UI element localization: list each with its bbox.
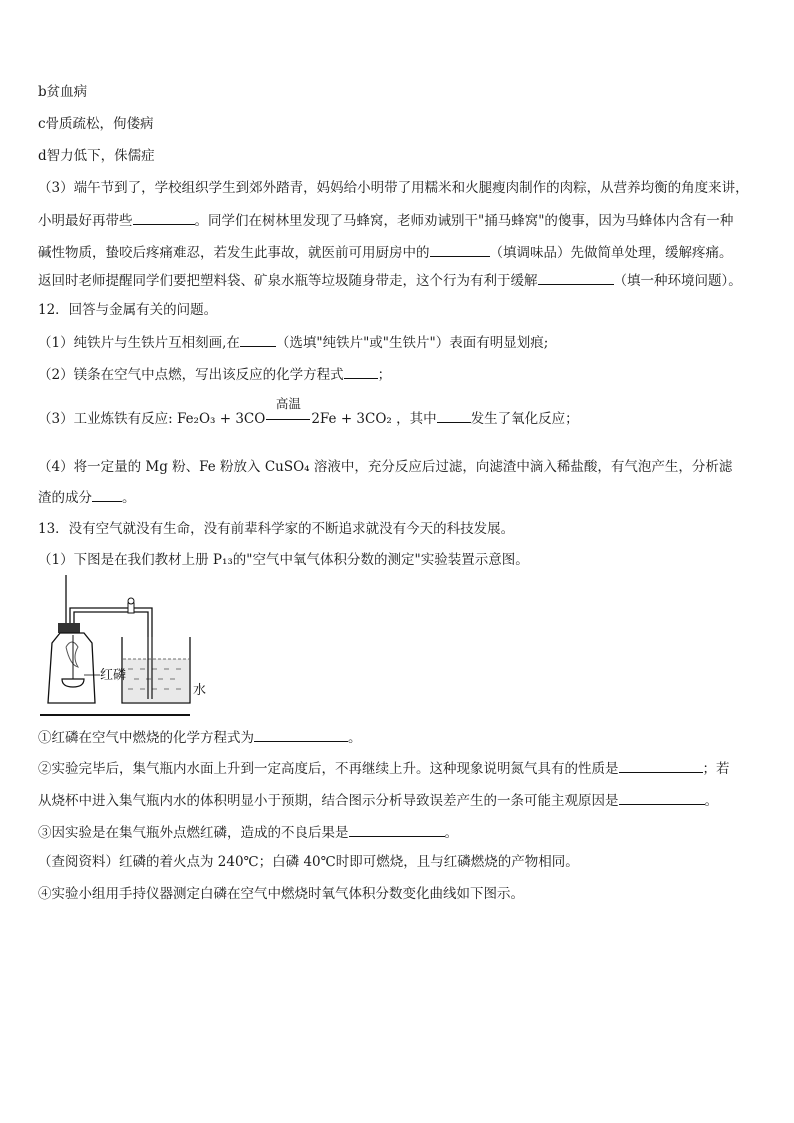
question-12-part-3: （3）工业炼铁有反应: Fe₂O₃ + 3CO 高温 2Fe + 3CO₂ ，其中 发生了氧化反应；	[38, 396, 579, 427]
answer-blank[interactable]	[619, 790, 705, 805]
answer-blank[interactable]	[92, 487, 122, 502]
answer-blank[interactable]	[437, 408, 471, 423]
option-c: c骨质疏松，佝偻病	[38, 116, 154, 132]
question-3-line-4: 返回时老师提醒同学们要把塑料袋、矿泉水瓶等垃圾随身带走，这个行为有利于缓解 （填一种环境问题）。	[38, 270, 742, 291]
label-water: 水	[193, 683, 207, 698]
answer-blank[interactable]	[349, 822, 445, 837]
answer-blank[interactable]	[240, 332, 276, 347]
answer-blank[interactable]	[538, 270, 614, 285]
condition-high-temp: 高温	[275, 396, 301, 411]
oxygen-measurement-apparatus	[40, 575, 220, 720]
question-13-item-2-line-1: ②实验完毕后，集气瓶内水面上升到一定高度后，不再继续上升。这种现象说明氮气具有的性质是 ；若	[38, 758, 730, 779]
option-d: d智力低下，侏儒症	[38, 148, 155, 164]
question-3-line-3: 碱性物质，蛰咬后疼痛难忍，若发生此事故，就医前可用厨房中的 （填调味品）先做简单处理，缓解疼痛。	[38, 242, 733, 263]
label-red-phosphorus: 红磷	[100, 668, 127, 683]
question-13-item-2-line-2: 从烧杯中进入集气瓶内水的体积明显小于预期，结合图示分析导致误差产生的一条可能主观原因是 。	[38, 790, 718, 811]
question-13-title: 13．没有空气就没有生命，没有前辈科学家的不断追求就没有今天的科技发展。	[38, 521, 515, 537]
combustion-spoon	[62, 679, 84, 687]
option-b: b贫血病	[38, 84, 88, 100]
stopper	[58, 623, 80, 633]
reference-info: （查阅资料）红磷的着火点为 240℃；白磷 40℃时即可燃烧，且与红磷燃烧的产物相同。	[38, 854, 579, 870]
question-12-part-1: （1）纯铁片与生铁片互相刻画,在 （选填"纯铁片"或"生铁片"）表面有明显划痕;	[38, 332, 548, 353]
iron-smelting-equation: Fe₂O₃ + 3CO 高温 2Fe + 3CO₂	[176, 396, 392, 427]
question-3-line-2: 小明最好再带些 。同学们在树林里发现了马蜂窝，老师劝诫别干"捅马蜂窝"的傻事，因为马蜂体内含有一种	[38, 210, 733, 231]
answer-blank[interactable]	[344, 364, 378, 379]
question-3-line-1: （3）端午节到了，学校组织学生到郊外踏青，妈妈给小明带了用糯米和火腿瘦肉制作的肉粽，从营养均衡的角度来讲，	[38, 180, 749, 196]
question-13-part-1: （1）下图是在我们教材上册 P₁₃的"空气中氧气体积分数的测定"实验装置示意图。	[38, 552, 529, 568]
equation-bar	[266, 419, 310, 420]
question-13-item-3: ③因实验是在集气瓶外点燃红磷，造成的不良后果是 。	[38, 822, 458, 843]
question-12-part-2: （2）镁条在空气中点燃，写出该反应的化学方程式 ；	[38, 364, 391, 385]
question-12-part-4-line-1: （4）将一定量的 Mg 粉、Fe 粉放入 CuSO₄ 溶液中，充分反应后过滤，向滤渣中滴入稀盐酸，有气泡产生，分析滤	[38, 459, 733, 475]
question-13-item-4: ④实验小组用手持仪器测定白磷在空气中燃烧时氧气体积分数变化曲线如下图示。	[38, 886, 524, 902]
answer-blank[interactable]	[254, 727, 348, 742]
question-12-part-4-line-2: 渣的成分 。	[38, 487, 136, 508]
question-12-title: 12．回答与金属有关的问题。	[38, 302, 218, 318]
answer-blank[interactable]	[619, 758, 703, 773]
question-13-item-1: ①红磷在空气中燃烧的化学方程式为 。	[38, 727, 362, 748]
gas-collecting-bottle	[48, 633, 95, 703]
answer-blank[interactable]	[133, 210, 195, 225]
answer-blank[interactable]	[430, 242, 490, 257]
water-in-beaker	[123, 659, 189, 702]
